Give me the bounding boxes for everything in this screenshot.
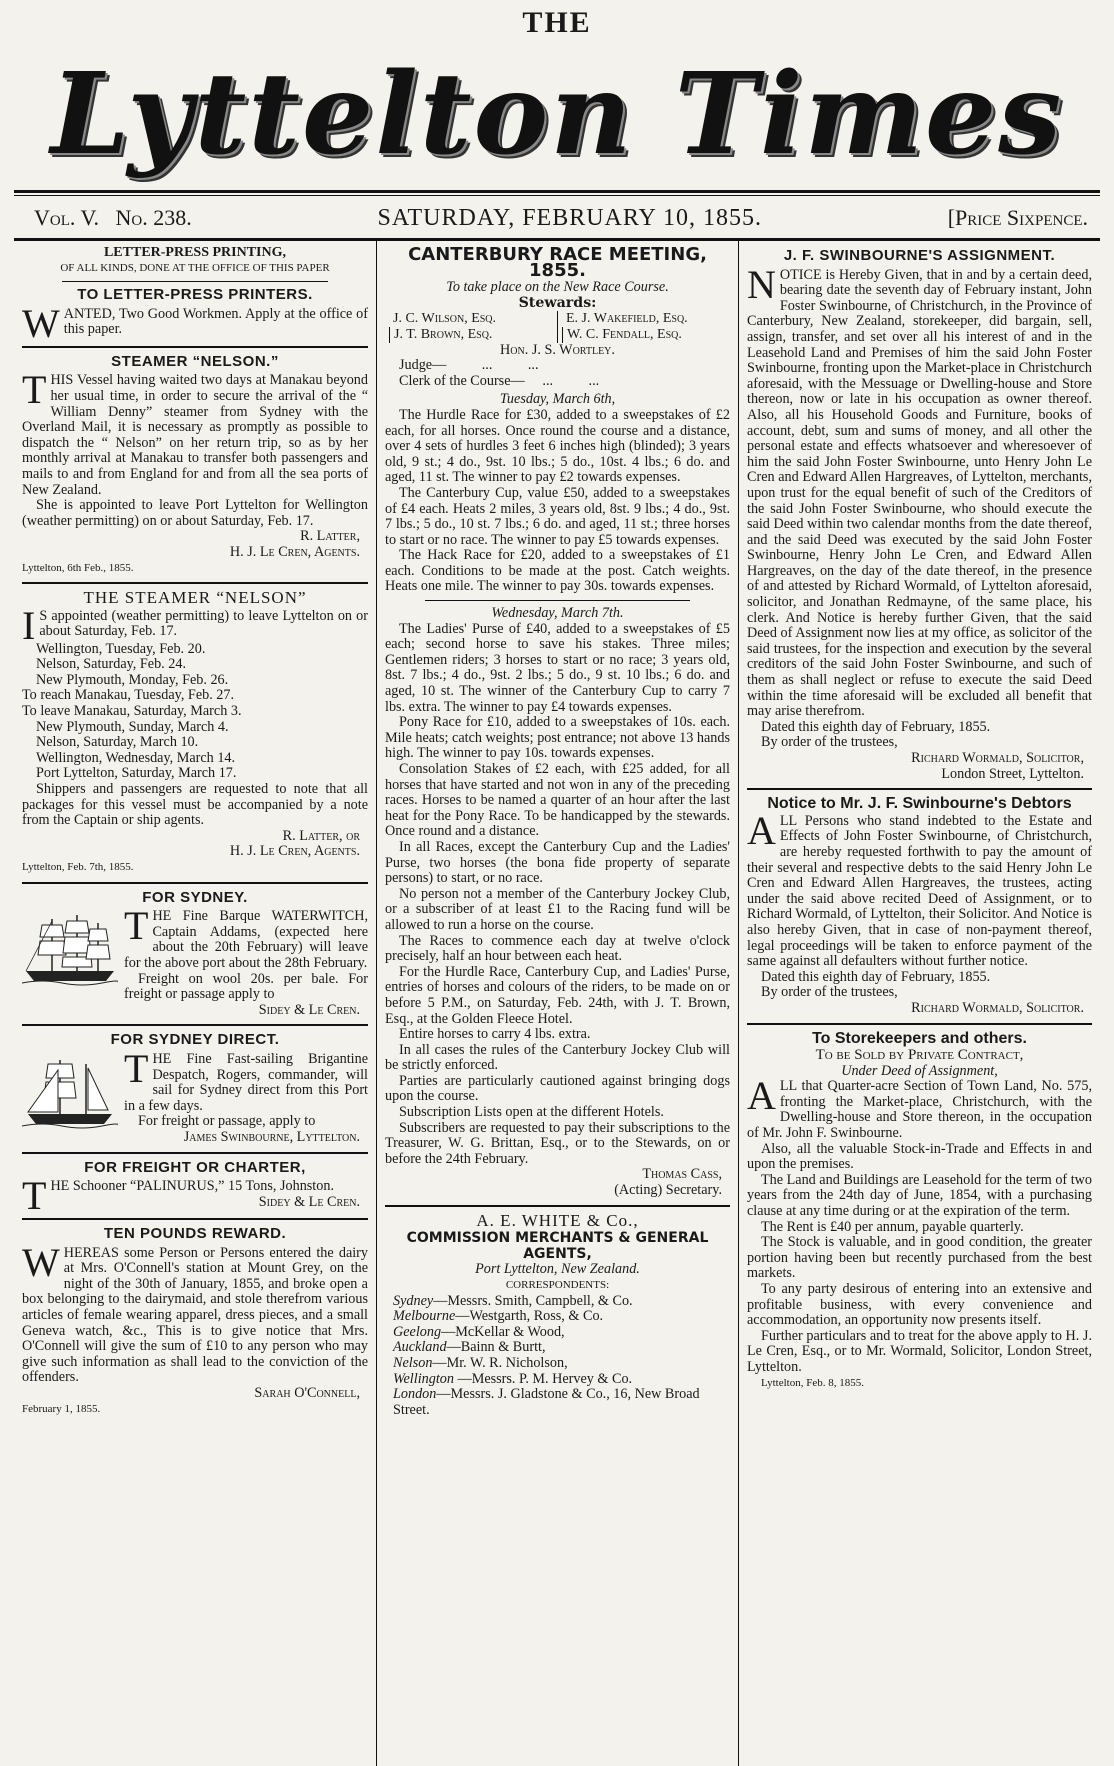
correspondent: Auckland—Bainn & Burtt, <box>393 1339 546 1356</box>
store-rent: The Rent is £40 per annum, payable quarterly. <box>761 1218 1024 1235</box>
dateline <box>14 196 1100 238</box>
canterbury-cup: The Canterbury Cup, value £50, added to a sweepstakes of £4 each. Heats 2 miles, 3 years old, 8st. 9 lbs.; 4 do., 9st. 7 lbs.; 5 do., 10 st. 7 lbs.; 6 do. and aged, 11 st.; three horses to start or no race. The winner to pay £5 towards expenses. <box>385 484 730 548</box>
debtors-notice: ALL Persons who stand indebted to the Estate and Effects of John Foster Swinbourne, of Christchurch, are hereby requested forthwith to pay the amount of their several and respective debts to the said Henry John Le Cren and Edward Allen Hargreaves, the trustees, acting under the said above recited Deed of Assignment, or to Richard Wormald, of Lyttelton, their Solicitor. And Notice is also hereby Given, that in case of non-payment thereof, legal proceedings will be taken to enforce payment of the same against all defaulters without further notice. <box>747 807 1092 970</box>
masthead <box>14 6 1100 190</box>
printers-heading: TO LETTER-PRESS PRINTERS. <box>77 286 313 304</box>
hurdle-race: The Hurdle Race for £30, added to a sweepstakes of £2 each, for all horses. Once round the course and a distance, over 4 sets of hurdles 3 feet 6 inches high (blinded); 3 years old, 9 st.; 4 do., 9st. 10 lbs.; 5 do., 10st. 4 lbs.; 6 do. and aged, 11 st. The winner to pay £2 towards expenses. <box>385 406 730 486</box>
schedule-item: Port Lyttelton, Saturday, March 17. <box>36 765 237 782</box>
sydney-freight: Freight on wool 20s. per bale. For freight or passage apply to <box>124 970 368 1003</box>
store-subheading: To be Sold by Private Contract, <box>815 1047 1024 1064</box>
nelson-date: Lyttelton, 6th Feb., 1855. <box>22 561 134 574</box>
nelson2-schedule <box>22 642 368 782</box>
masthead-rule <box>14 190 1100 193</box>
schedule-item: New Plymouth, Sunday, March 4. <box>36 718 229 735</box>
nelson2-shippers: Shippers and passengers are requested to note that all packages for this vessel must be accompanied by a note from the Captain or ship agents. <box>22 781 368 829</box>
column-2 <box>376 241 738 1766</box>
brigantine-illustration-icon <box>22 1054 118 1132</box>
nelson-signature-2: H. J. Le Cren, Agents. <box>229 543 360 560</box>
store-condition: The Stock is valuable, and in good condition, the greater portion having been but recently purchased from the best markets. <box>747 1234 1092 1282</box>
sydney-notice: THE Fine Barque WATERWITCH, Captain Addams, (expected here about the 20th February) will leave for the above port about the 28th February. <box>124 903 368 971</box>
schedule-item: Wellington, Wednesday, March 14. <box>36 749 236 766</box>
correspondents-list <box>385 1294 730 1419</box>
correspondent: London—Messrs. J. Gladstone & Co., 16, New Broad Street. <box>393 1386 700 1418</box>
pony-race: Pony Race for £10, added to a sweepstakes of 10s. each. Mile heats; catch weights; post entrance; not above 13 hands high. The winner to pay 10s. towards expenses. <box>385 714 730 762</box>
charter-signature: Sidey & Le Cren. <box>258 1193 360 1210</box>
reward-date: February 1, 1855. <box>22 1402 101 1415</box>
wednesday-heading: Wednesday, March 7th. <box>491 605 624 622</box>
white-location: Port Lyttelton, New Zealand. <box>475 1261 640 1278</box>
reward-heading: TEN POUNDS REWARD. <box>103 1225 287 1243</box>
assignment-dated: Dated this eighth day of February, 1855. <box>761 718 991 735</box>
race-subheading: To take place on the New Race Course. <box>446 279 669 296</box>
store-opportunity: To any party desirous of entering into an extensive and profitable business, with every convenience and accommodation, an opportunity now presents itself. <box>747 1281 1092 1329</box>
correspondent: Melbourne—Westgarth, Ross, & Co. <box>393 1308 604 1325</box>
nelson-heading: STEAMER “NELSON.” <box>111 352 279 370</box>
charter-heading: FOR FREIGHT OR CHARTER, <box>84 1158 306 1176</box>
nelson-notice: THIS Vessel having waited two days at Manakau beyond her usual time, in order to secure the arrival of the “ William Denny” steamer from Sydney with the Overland Mail, it is necessary as promptly as possible to dispatch the “ Nelson” on her return trip, so as by her monthly arrival at Manakau to transfer both passengers and mails to and from England for and from all the sea ports of New Zealand. <box>22 367 368 498</box>
stewards-list <box>385 311 730 342</box>
nelson-departure: She is appointed to leave Port Lyttelton for Wellington (weather permitting) on or about Saturday, Feb. 17. <box>22 497 368 529</box>
issue-number: No. 238. <box>115 205 192 230</box>
debtors-order: By order of the trustees, <box>761 984 898 1001</box>
steward-name: J. C. Wilson, Esq. <box>393 311 497 327</box>
store-heading: To Storekeepers and others. <box>812 1029 1027 1047</box>
sydney-heading: FOR SYDNEY. <box>142 888 248 906</box>
entries-rule: For the Hurdle Race, Canterbury Cup, and Ladies' Purse, entries of horses and colours of the riders, to be made on or before 5 P.M., on Saturday, Feb. 24th, with J. T. Brown, Esq., at the Golden Fleece Hotel. <box>385 963 730 1027</box>
volume-number: Vol. V. <box>34 205 100 230</box>
column-1 <box>14 241 376 1766</box>
race-heading: CANTERBURY RACE MEETING, 1855. <box>408 244 707 281</box>
correspondent: Geelong—McKellar & Wood, <box>393 1323 565 1340</box>
correspondent: Nelson—Mr. W. R. Nicholson, <box>393 1354 568 1371</box>
correspondents-heading: CORRESPONDENTS: <box>505 1279 610 1291</box>
column-3 <box>738 241 1100 1766</box>
correspondent: Sydney—Messrs. Smith, Campbell, & Co. <box>393 1292 633 1309</box>
printers-ad: WANTED, Two Good Workmen. Apply at the office of this paper. <box>22 300 368 346</box>
sydney-signature: Sidey & Le Cren. <box>258 1001 360 1018</box>
nelson2-heading: THE STEAMER “NELSON” <box>83 588 307 608</box>
correspondent: Wellington —Messrs. P. M. Hervey & Co. <box>393 1370 633 1387</box>
issue-date: SATURDAY, FEBRUARY 10, 1855. <box>377 204 762 231</box>
debtors-dated: Dated this eighth day of February, 1855. <box>761 968 991 985</box>
assignment-heading: J. F. SWINBOURNE'S ASSIGNMENT. <box>783 247 1056 264</box>
nelson2-signature-1: R. Latter, or <box>282 827 360 844</box>
race-signature-1: Thomas Cass, <box>642 1166 722 1183</box>
nelson2-date: Lyttelton, Feb. 7th, 1855. <box>22 861 134 873</box>
assignment-order: By order of the trustees, <box>761 734 898 751</box>
all-races-rule: In all Races, except the Canterbury Cup and the Ladies' Purse, two horses (the bona fide property of separate persons) to start, or no race. <box>385 838 730 887</box>
membership-rule: No person not a member of the Canterbury Jockey Club, or a subscriber of at least £1 to the Racing fund will be allowed to run a horse on the course. <box>385 885 730 933</box>
consolation-stakes: Consolation Stakes of £2 each, with £25 added, for all horses that have started and not won in any of the preceding races. Horses to be named a quarter of an hour after the last heat for the Pony Race. To be handicapped by the stewards. Once round and a distance. <box>385 761 730 840</box>
entire-horses-rule: Entire horses to carry 4 lbs. extra. <box>399 1026 591 1043</box>
steward-name: J. T. Brown, Esq. <box>389 327 553 343</box>
store-date: Lyttelton, Feb. 8, 1855. <box>761 1376 864 1389</box>
newspaper-title: Lyttelton Times <box>50 49 1064 180</box>
debtors-heading: Notice to Mr. J. F. Swinbourne's Debtors <box>767 795 1072 813</box>
columns <box>14 238 1100 1766</box>
schedule-item: New Plymouth, Monday, Feb. 26. <box>36 671 229 688</box>
ship-illustration-icon <box>22 911 118 989</box>
assignment-notice: NOTICE is Hereby Given, that in and by a certain deed, bearing date the seventh day of February instant, John Foster Swinbourne, of Christchurch, in the Province of Canterbury, New Zealand, storekeeper, did bargain, sell, assign, transfer, and set over all his interest of and in the Leasehold Land and Premises of him the said John Foster Swinbourne, fronting upon the Market-place in Christchurch aforesaid, with the Messuage or Dwelling-house and Store thereon, now or late in his occupation as owner thereof. Also, all his Household Goods and Furniture, books of account, debt, sum and sums of money, and all other the personal estate and effects whatsoever and wheresoever of him the said John Foster Swinbourne, unto Henry John Le Cren and Edward Allen Hargreaves, of Lyttelton, merchants, upon trust for the equal benefit of such of the Creditors of the said John Foster Swinbourne, who should execute the said Deed within two calendar months from the date thereof, and the said Deed was executed by the said John Foster Swinbourne, Henry John Le Cren, and Edward Allen Hargreaves, on the day of the date thereof, in the presence of and attested by Richard Wormald, of Lyttelton aforesaid, solicitor, and Jonathan Redmayne, of the same place, his clerk. And Notice is hereby further Given, that the said Deed of Assignment now lies at my office, as solicitor of the said trustees, for the inspection and execution by the several creditors of the said John Foster Swinbourne, and such of them as shall neglect or refuse to execute the said Deed within the time aforesaid will be excluded all benefit that may arise therefrom. <box>747 261 1092 720</box>
printing-heading: LETTER-PRESS PRINTING, <box>103 245 287 260</box>
reward-signature: Sarah O'Connell, <box>254 1385 360 1402</box>
price: [Price Sixpence. <box>947 205 1088 230</box>
judge-line: Judge— ... ... <box>399 357 539 374</box>
nelson2-signature-2: H. J. Le Cren, Agents. <box>229 843 360 860</box>
dogs-caution: Parties are particularly cautioned against bringing dogs upon the course. <box>385 1072 730 1105</box>
store-subheading-2: Under Deed of Assignment, <box>841 1062 998 1079</box>
store-stock: Also, all the valuable Stock-in-Trade and Effects in and upon the premises. <box>747 1140 1092 1173</box>
club-rules: In all cases the rules of the Canterbury Jockey Club will be strictly enforced. <box>385 1041 730 1074</box>
direct-freight: For freight or passage, apply to <box>138 1113 316 1130</box>
white-heading: A. E. WHITE & Co., <box>476 1210 639 1230</box>
schedule-item: To reach Manakau, Tuesday, Feb. 27. <box>22 687 235 704</box>
subscription-lists: Subscription Lists open at the different Hotels. <box>399 1104 664 1121</box>
store-notice: ALL that Quarter-acre Section of Town Land, No. 575, fronting the Market-place, Christchurch, with the Dwelling-house and Store thereon, in the occupation of Mr. John F. Swinbourne. <box>747 1073 1092 1142</box>
schedule-item: Nelson, Saturday, March 10. <box>36 734 199 751</box>
tuesday-heading: Tuesday, March 6th, <box>499 391 616 408</box>
printing-subheading: OF ALL KINDS, DONE AT THE OFFICE OF THIS PAPER <box>60 261 330 274</box>
schedule-item: Wellington, Tuesday, Feb. 20. <box>36 640 206 657</box>
race-signature-2: (Acting) Secretary. <box>614 1182 722 1199</box>
store-particulars: Further particulars and to treat for the above apply to H. J. Le Cren, Esq., or to Mr. Wormald, Solicitor, London Street, Lyttelton. <box>747 1327 1092 1375</box>
clerk-line: Clerk of the Course— ... ... <box>399 372 600 389</box>
schedule-item: To leave Manakau, Saturday, March 3. <box>22 703 242 720</box>
white-subheading: COMMISSION MERCHANTS & GENERAL AGENTS, <box>406 1230 709 1262</box>
nelson2-notice: I S appointed (weather permitting) to leave Lyttelton on or about Saturday, Feb. 17. <box>22 602 368 648</box>
masthead-the: THE <box>522 6 592 39</box>
subscribers-notice: Subscribers are requested to pay their subscriptions to the Treasurer, W. G. Brittan, Esq., or to the Stewards, on or before the 24th February. <box>385 1119 730 1167</box>
ladies-purse: The Ladies' Purse of £40, added to a sweepstakes of £5 each; second horse to save his stakes. Three miles; Gentlemen riders; 3 horses to start or no race; 3 years old, 8st. 7 lbs.; 4 do., 9st. 2 lbs.; 5 do., 9 st. 10 lbs.; 6 do. and aged, 10 st. The winner of the Canterbury Cup to carry 7 lbs. extra. The winner to pay £4 towards expenses. <box>385 620 730 715</box>
nelson-signature-1: R. Latter, <box>300 528 360 545</box>
store-lease: The Land and Buildings are Leasehold for the term of two years from the 24th day of June, 1854, with a purchasing clause at any time during or at the expiration of the term. <box>747 1171 1092 1220</box>
direct-signature: James Swinbourne, Lyttelton. <box>183 1128 360 1145</box>
assignment-signature-2: London Street, Lyttelton. <box>941 765 1084 782</box>
direct-notice: THE Fine Fast-sailing Brigantine Despatch, Rogers, commander, will sail for Sydney direct from this Port in a few days. <box>124 1045 368 1114</box>
commence-rule: The Races to commence each day at twelve o'clock precisely, half an hour between each heat. <box>385 932 730 965</box>
stewards-heading: Stewards: <box>518 294 597 311</box>
steward-name: E. J. Wakefield, Esq. <box>566 311 688 327</box>
charter-notice: THE Schooner “PALINURUS,” 15 Tons, Johnston. <box>22 1173 334 1219</box>
debtors-signature: Richard Wormald, Solicitor. <box>911 999 1084 1016</box>
reward-notice: WHEREAS some Person or Persons entered the dairy at Mrs. O'Connell's station at Mount Grey, on the night of the 30th of January, 1855, and broke open a box belonging to the dairymaid, and stole therefrom various articles of female wearing apparel, dress pieces, and a small Geneva watch, &c., This is to give notice that Mrs. O'Connell will give the sum of £10 to any person who may give such information as shall lead to the conviction of the offenders. <box>22 1239 368 1386</box>
direct-heading: FOR SYDNEY DIRECT. <box>110 1031 280 1049</box>
hack-race: The Hack Race for £20, added to a sweepstakes of £1 each. Conditions to be made at the post. Catch weights. Heats one mile. The winner to pay 30s. towards expenses. <box>385 547 730 595</box>
assignment-signature-1: Richard Wormald, Solicitor, <box>911 750 1084 766</box>
schedule-item: Nelson, Saturday, Feb. 24. <box>36 656 187 673</box>
steward-name: W. C. Fendall, Esq. <box>562 327 726 343</box>
steward-hon: Hon. J. S. Wortley. <box>500 341 615 358</box>
